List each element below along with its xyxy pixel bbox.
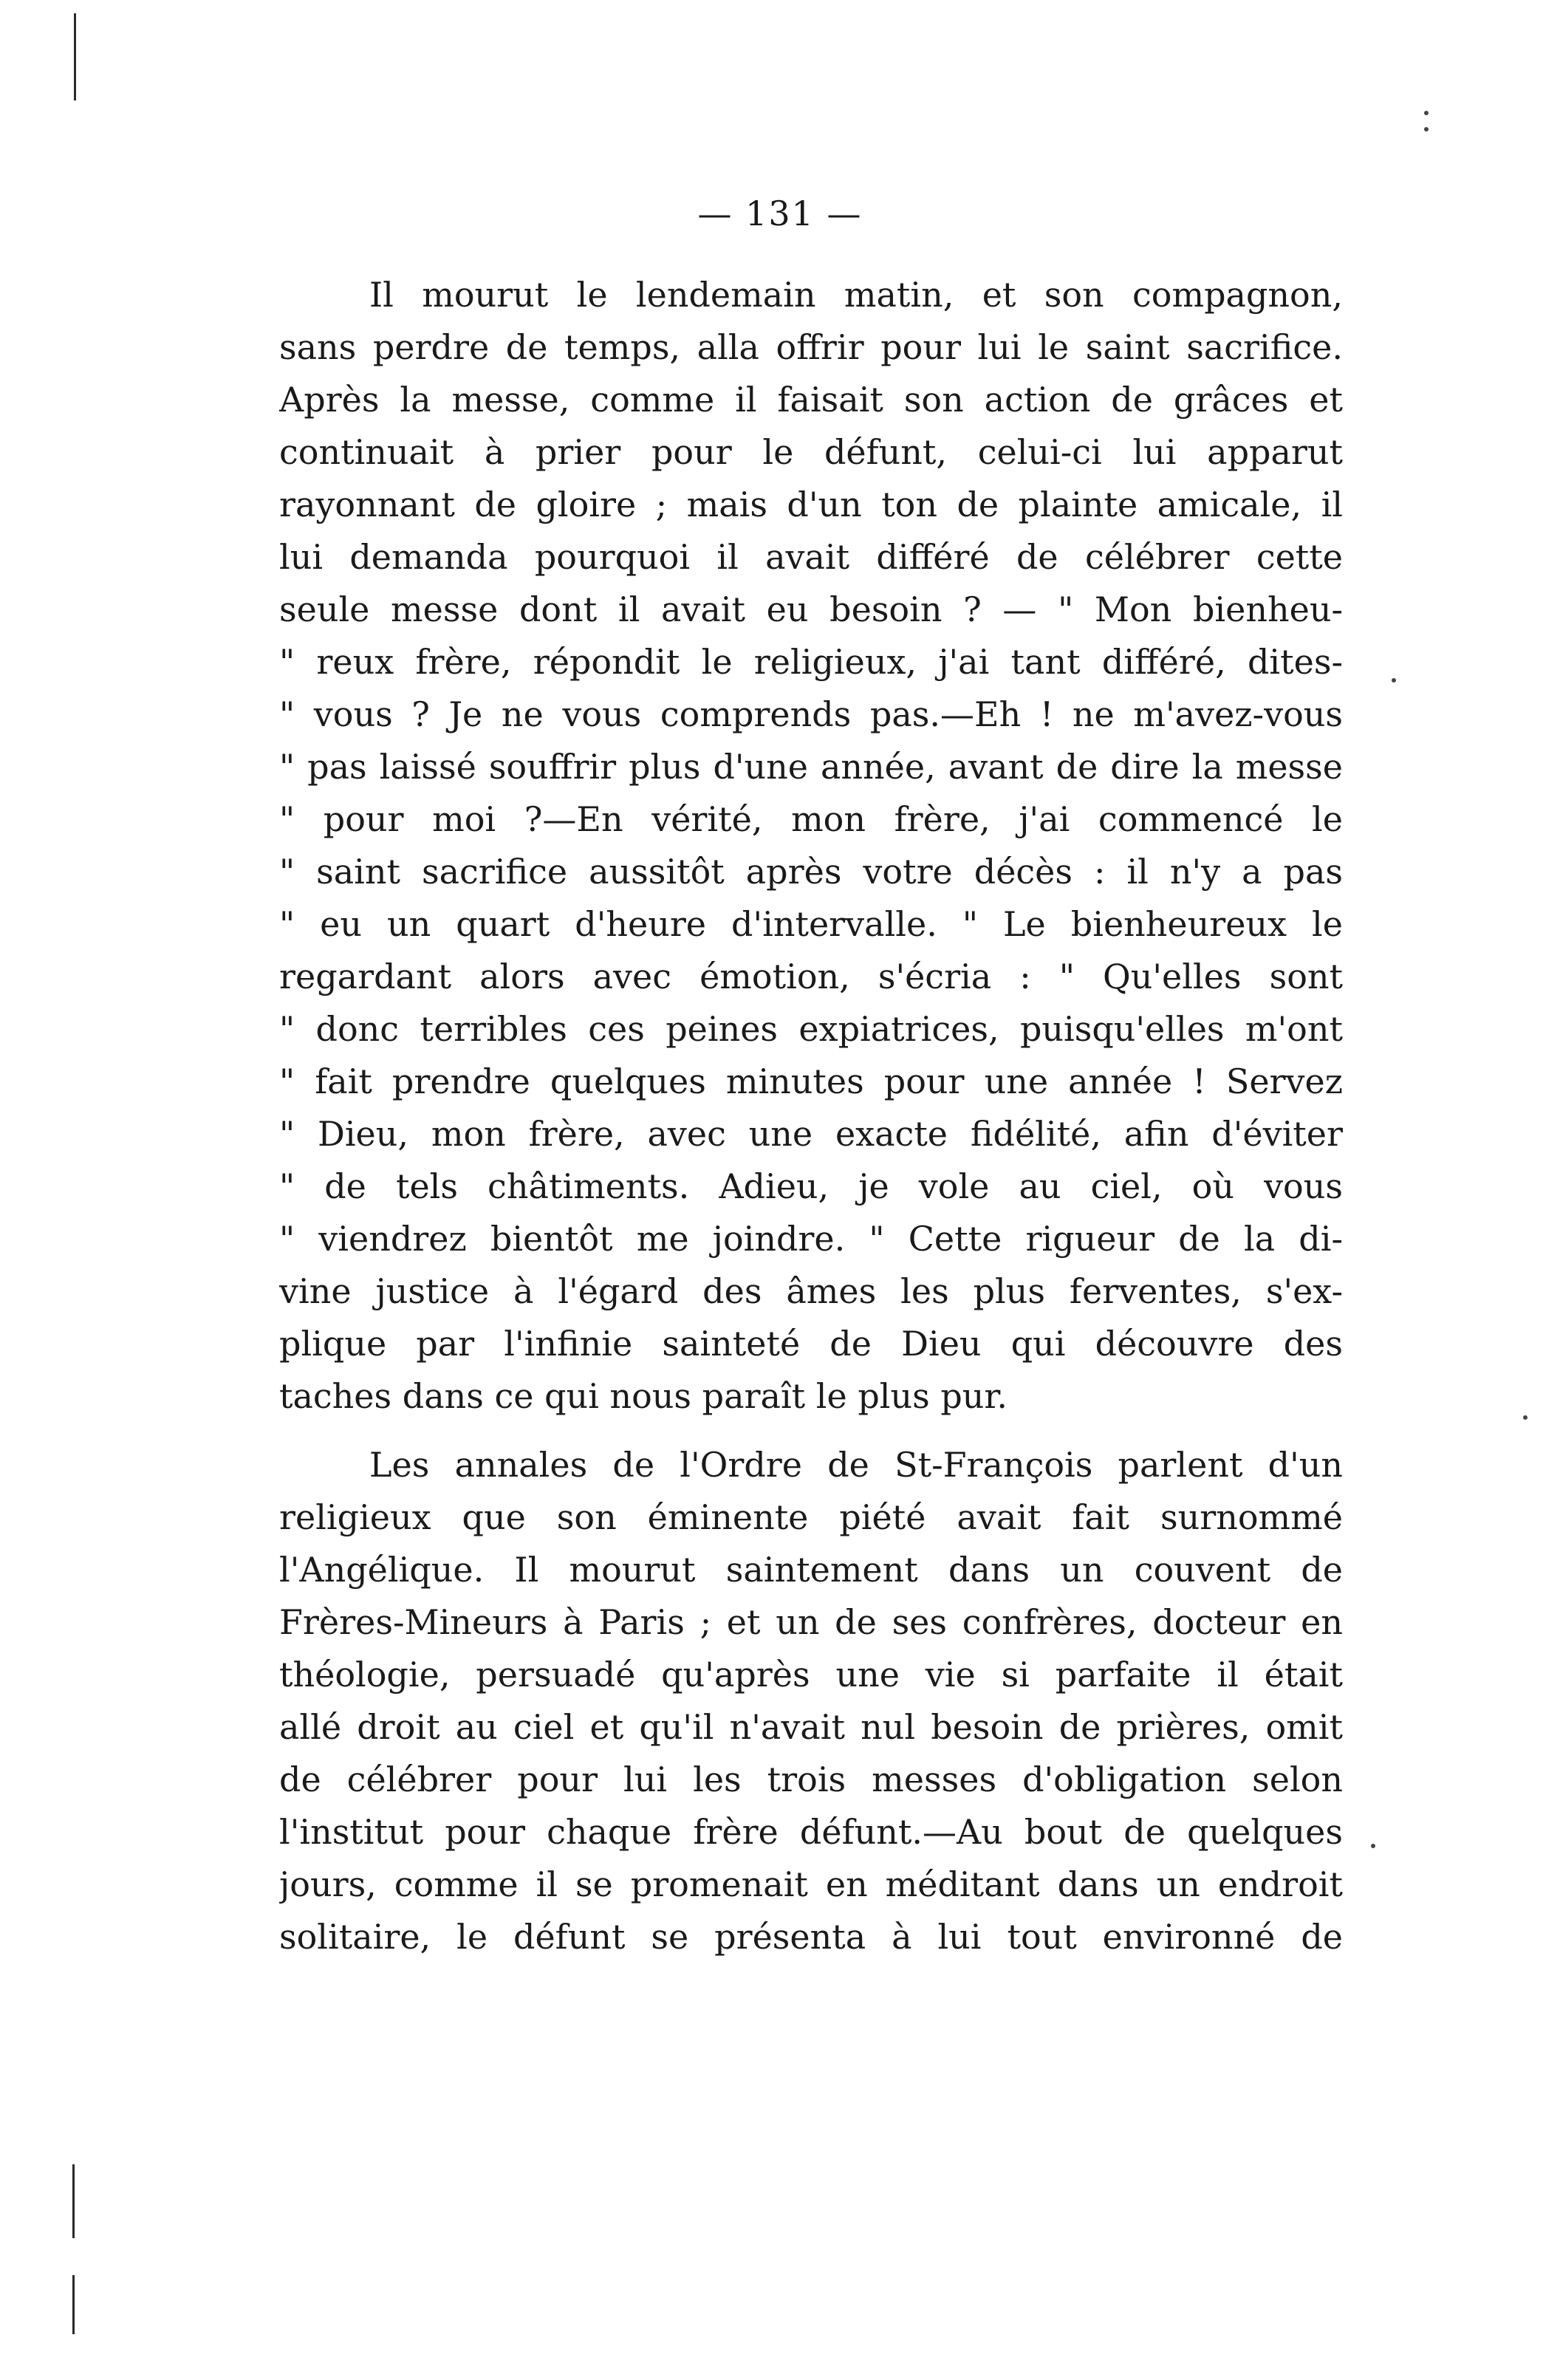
text-line: vine justice à l'égard des âmes les plus ferventes, s'ex- <box>279 1271 1343 1311</box>
text-line: regardant alors avec émotion, s'écria : " Qu'elles sont <box>279 957 1343 996</box>
scan-speck <box>1392 678 1396 683</box>
body-text <box>279 269 1343 1963</box>
text-line: de célébrer pour lui les trois messes d'obligation selon <box>279 1760 1343 1799</box>
text-line: sans perdre de temps, alla offrir pour lui le saint sacrifice. <box>279 327 1343 367</box>
text-line: rayonnant de gloire ; mais d'un ton de plainte amicale, il <box>279 485 1343 524</box>
paragraph-gap <box>279 1423 1343 1439</box>
text-line: Après la messe, comme il faisait son action de grâces et <box>279 380 1343 420</box>
text-line: taches dans ce qui nous paraît le plus pur. <box>279 1376 1008 1416</box>
text-line: " vous ? Je ne vous comprends pas.—Eh ! ne m'avez-vous <box>279 694 1343 734</box>
text-line: jours, comme il se promenait en méditant dans un endroit <box>279 1864 1343 1904</box>
text-line: Il mourut le lendemain matin, et son compagnon, <box>369 275 1343 315</box>
text-line: " reux frère, répondit le religieux, j'ai tant différé, dites- <box>279 642 1343 682</box>
text-line: l'institut pour chaque frère défunt.—Au bout de quelques <box>279 1812 1343 1852</box>
text-line: religieux que son éminente piété avait fait surnommé <box>279 1497 1343 1537</box>
scan-edge-mark-top <box>74 13 76 100</box>
scan-edge-mark-bottom-2 <box>72 2275 75 2334</box>
text-line: " eu un quart d'heure d'intervalle. " Le bienheureux le <box>279 904 1343 944</box>
scan-speck <box>1424 127 1429 131</box>
text-line: seule messe dont il avait eu besoin ? — " Mon bienheu- <box>279 589 1343 629</box>
scan-speck <box>1424 111 1429 115</box>
text-line: théologie, persuadé qu'après une vie si parfaite il était <box>279 1655 1343 1695</box>
text-line: continuait à prier pour le défunt, celui-ci lui apparut <box>279 432 1343 472</box>
scan-edge-mark-bottom <box>72 2164 75 2238</box>
text-line: plique par l'infinie sainteté de Dieu qui découvre des <box>279 1324 1343 1364</box>
text-line: allé droit au ciel et qu'il n'avait nul besoin de prières, omit <box>279 1707 1343 1747</box>
text-line: solitaire, le défunt se présenta à lui tout environné de <box>279 1917 1343 1957</box>
text-line: lui demanda pourquoi il avait différé de célébrer cette <box>279 537 1343 577</box>
text-line: " donc terribles ces peines expiatrices, puisqu'elles m'ont <box>279 1009 1343 1049</box>
text-line: " de tels châtiments. Adieu, je vole au ciel, où vous <box>279 1166 1343 1206</box>
text-line: " fait prendre quelques minutes pour une année ! Servez <box>279 1061 1343 1101</box>
page-number: — 131 — <box>697 194 863 233</box>
paragraph-2 <box>279 1439 1343 1963</box>
text-line: " Dieu, mon frère, avec une exacte fidélité, afin d'éviter <box>279 1114 1343 1154</box>
text-line: " viendrez bientôt me joindre. " Cette rigueur de la di- <box>279 1219 1343 1259</box>
paragraph-1 <box>279 269 1343 1423</box>
text-line: l'Angélique. Il mourut saintement dans un couvent de <box>279 1550 1343 1590</box>
scan-speck <box>1523 1415 1528 1420</box>
text-line: Frères-Mineurs à Paris ; et un de ses confrères, docteur en <box>279 1602 1343 1642</box>
text-line: " pas laissé souffrir plus d'une année, avant de dire la messe <box>279 747 1343 787</box>
scan-speck <box>1371 1844 1375 1848</box>
text-line: Les annales de l'Ordre de St-François parlent d'un <box>369 1445 1343 1485</box>
text-line: " pour moi ?—En vérité, mon frère, j'ai commencé le <box>279 799 1343 839</box>
text-line: " saint sacrifice aussitôt après votre décès : il n'y a pas <box>279 852 1343 892</box>
